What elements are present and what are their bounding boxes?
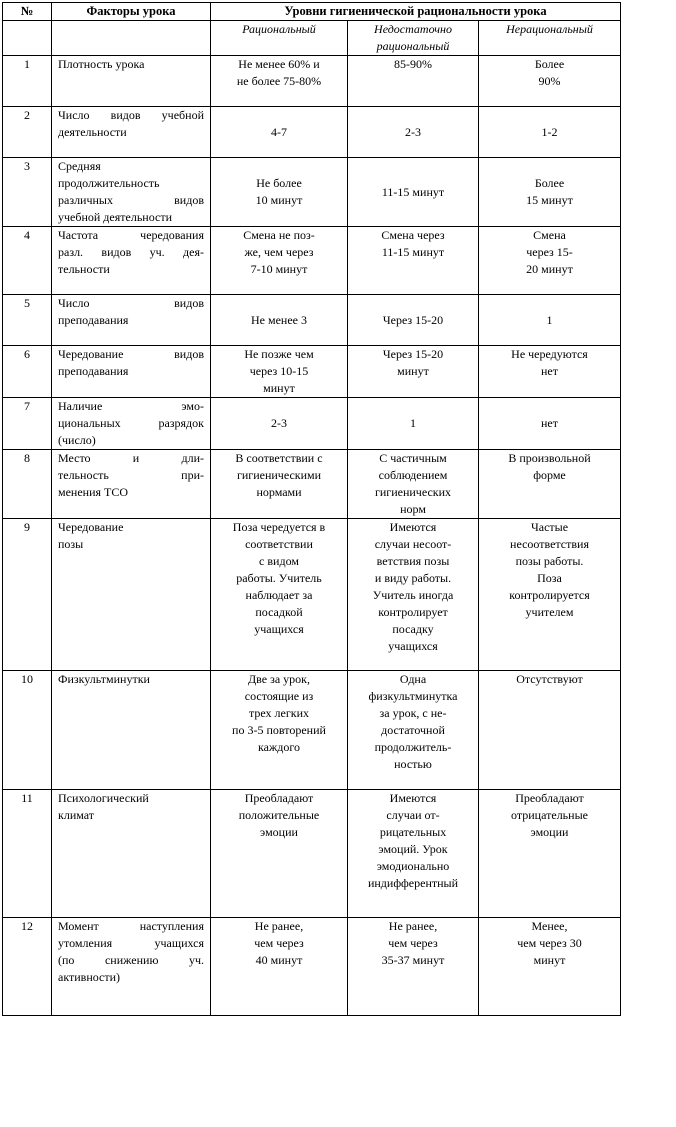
table-row — [3, 918, 621, 1016]
factor-cell: Число видов учебной деятельности — [52, 107, 211, 158]
table-row — [3, 398, 621, 450]
table-row — [3, 295, 621, 346]
subheader-empty-num — [3, 21, 52, 56]
factor-cell: Психологический климат — [52, 790, 211, 918]
rational-cell: Две за урок, состоящие из трех легких по 3-5 повторений каждого — [211, 671, 348, 790]
rational-cell: Не позже чем через 10-15 минут — [211, 346, 348, 398]
insufficient-cell: 2-3 — [348, 107, 479, 158]
col-header-factors: Факторы урока — [52, 3, 211, 21]
irrational-cell: Не чередуются нет — [479, 346, 621, 398]
factor-cell: Частота чередования разл. видов уч. дея- тельности — [52, 227, 211, 295]
insufficient-cell: 85-90% — [348, 56, 479, 107]
factor-cell: Плотность урока — [52, 56, 211, 107]
table-row — [3, 519, 621, 671]
table-row — [3, 671, 621, 790]
row-number: 1 — [3, 56, 52, 107]
table-body — [3, 56, 621, 1016]
table-row — [3, 158, 621, 227]
factor-cell: Наличие эмо- циональных разрядок (число) — [52, 398, 211, 450]
factor-cell: Момент наступления утомления учащихся (по снижению уч. активности) — [52, 918, 211, 1016]
table-row — [3, 227, 621, 295]
insufficient-cell: Имеются случаи от- рицательных эмоций. Урок эмодионально индифферентный — [348, 790, 479, 918]
subheader-empty-factor — [52, 21, 211, 56]
rational-cell: Поза чередуется в соответствии с видом работы. Учитель наблюдает за посадкой учащихся — [211, 519, 348, 671]
subheader-insufficient: Недостаточно рациональный — [348, 21, 479, 56]
irrational-cell: Преобладают отрицательные эмоции — [479, 790, 621, 918]
table-row — [3, 56, 621, 107]
subheader-rational: Рациональный — [211, 21, 348, 56]
irrational-cell: Отсутствуют — [479, 671, 621, 790]
row-number: 8 — [3, 450, 52, 519]
rational-cell: Не более 10 минут — [211, 158, 348, 227]
factor-cell: Место и дли- тельность при- менения ТСО — [52, 450, 211, 519]
col-header-number: № — [3, 3, 52, 21]
insufficient-cell: Одна физкультминутка за урок, с не- достаточной продолжитель- ностью — [348, 671, 479, 790]
insufficient-cell: Не ранее, чем через 35-37 минут — [348, 918, 479, 1016]
rational-cell: 4-7 — [211, 107, 348, 158]
irrational-cell: Менее, чем через 30 минут — [479, 918, 621, 1016]
insufficient-cell: 1 — [348, 398, 479, 450]
factor-cell: Чередование видов преподавания — [52, 346, 211, 398]
row-number: 9 — [3, 519, 52, 671]
factor-cell: Число видов преподавания — [52, 295, 211, 346]
insufficient-cell: Смена через 11-15 минут — [348, 227, 479, 295]
irrational-cell: Более 15 минут — [479, 158, 621, 227]
rational-cell: Преобладают положительные эмоции — [211, 790, 348, 918]
row-number: 2 — [3, 107, 52, 158]
irrational-cell: Более 90% — [479, 56, 621, 107]
rational-cell: Не ранее, чем через 40 минут — [211, 918, 348, 1016]
factor-cell: Физкультминутки — [52, 671, 211, 790]
row-number: 6 — [3, 346, 52, 398]
irrational-cell: нет — [479, 398, 621, 450]
rational-cell: Смена не поз- же, чем через 7-10 минут — [211, 227, 348, 295]
table-row — [3, 450, 621, 519]
rational-cell: 2-3 — [211, 398, 348, 450]
insufficient-cell: Имеются случаи несоот- ветствия позы и виду работы. Учитель иногда контролирует посадку учащихся — [348, 519, 479, 671]
row-number: 4 — [3, 227, 52, 295]
row-number: 11 — [3, 790, 52, 918]
lesson-rationality-table — [2, 2, 621, 1016]
row-number: 5 — [3, 295, 52, 346]
rational-cell: Не менее 60% и не более 75-80% — [211, 56, 348, 107]
row-number: 3 — [3, 158, 52, 227]
row-number: 12 — [3, 918, 52, 1016]
irrational-cell: Частые несоответствия позы работы. Поза контролируется учителем — [479, 519, 621, 671]
irrational-cell: В произвольной форме — [479, 450, 621, 519]
row-number: 10 — [3, 671, 52, 790]
insufficient-cell: С частичным соблюдением гигиенических норм — [348, 450, 479, 519]
row-number: 7 — [3, 398, 52, 450]
rational-cell: В соответствии с гигиеническими нормами — [211, 450, 348, 519]
table-row — [3, 107, 621, 158]
irrational-cell: 1 — [479, 295, 621, 346]
factor-cell: Средняя продолжительность различных видов учебной деятельности — [52, 158, 211, 227]
irrational-cell: 1-2 — [479, 107, 621, 158]
irrational-cell: Смена через 15- 20 минут — [479, 227, 621, 295]
insufficient-cell: 11-15 минут — [348, 158, 479, 227]
subheader-irrational: Нерациональный — [479, 21, 621, 56]
insufficient-cell: Через 15-20 — [348, 295, 479, 346]
col-header-levels: Уровни гигиенической рациональности урока — [211, 3, 621, 21]
table-row — [3, 790, 621, 918]
table-row — [3, 346, 621, 398]
factor-cell: Чередование позы — [52, 519, 211, 671]
insufficient-cell: Через 15-20 минут — [348, 346, 479, 398]
rational-cell: Не менее 3 — [211, 295, 348, 346]
